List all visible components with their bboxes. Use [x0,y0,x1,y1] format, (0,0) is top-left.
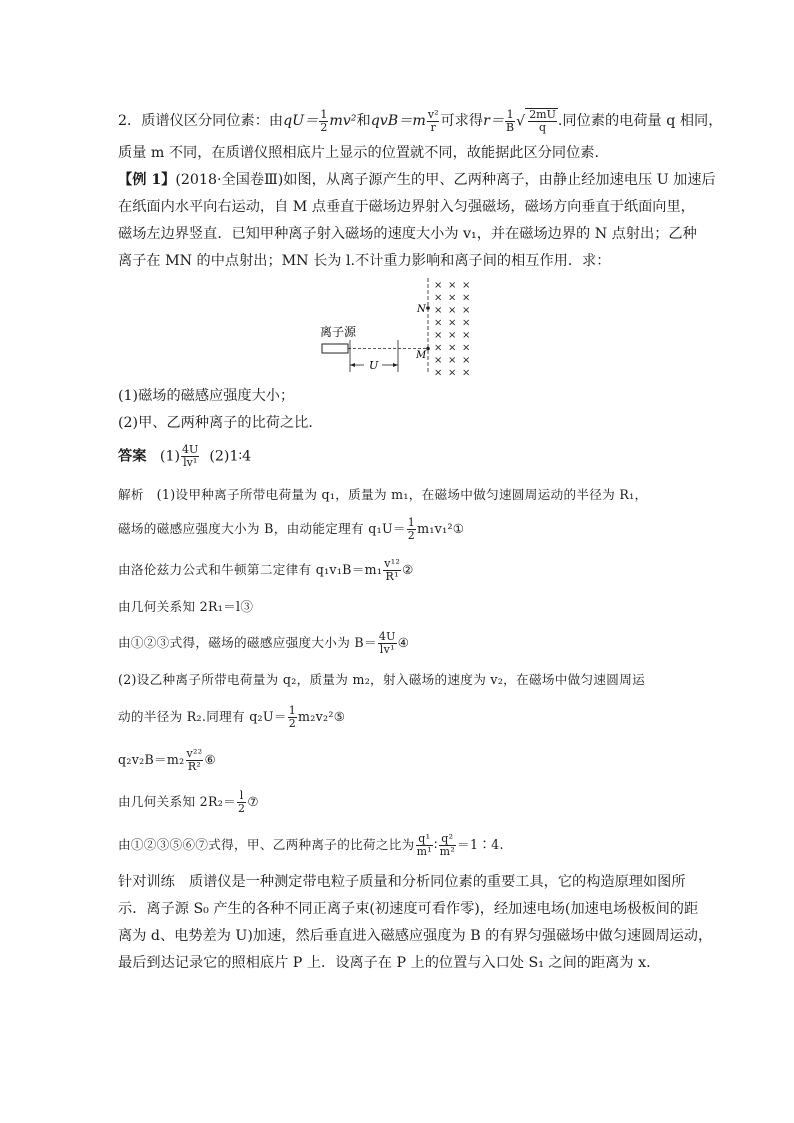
field-cross: × [434,317,443,329]
intro-line-1: 2．质谱仪区分同位素：由qU＝ $\frac{1}{2}$ mv²和qvB＝m $\frac{\text{v²}}{r}$ 可求得r＝ $\frac{1}{B}$ √ $\frac{2mU}{q}$ .同位素的电荷量 q 相同， [118,107,723,134]
ion-source-label: 离子源 [320,325,357,339]
field-cross: × [448,355,457,366]
field-cross: × [434,292,443,304]
example-line-2: 在纸面内水平向右运动，自 M 点垂直于磁场边界射入匀强磁场，磁场方向垂直于纸面向里， [118,199,695,215]
solution-line-6: (2)设乙种离子所带电荷量为 q₂，质量为 m₂，射入磁场的速度为 v₂，在磁场中做匀速圆周运 [118,672,645,687]
field-cross: × [434,280,443,291]
field-cross: × [448,367,457,376]
solution-line-2: 磁场的磁感应强度大小为 B，由动能定理有 q₁U＝ $\frac{1}{2}$ m₁v₁²① [118,516,465,542]
magnetic-field-marks [434,280,470,376]
field-cross: × [434,355,443,366]
example-line-1: 【例 1】(2018·全国卷Ⅲ)如图，从离子源产生的甲、乙两种离子，由静止经加速电压 U 加速后 [118,172,716,188]
field-cross: × [434,330,443,341]
field-cross: × [462,330,471,341]
intro-text: 2．质谱仪区分同位素：由 [118,113,284,129]
fraction-v2-r: $\frac{\text{v²}}{r}$ [427,107,439,134]
answer-line: 答案 (1) $\frac{4U}{\text{lv¹}}$ (2)1∶4 [118,443,252,469]
field-cross: × [448,330,457,341]
example-tag: 【例 1】 [118,172,176,188]
solution-line-10: 由①②③⑤⑥⑦式得，甲、乙两种离子的比荷之比为 $\frac{\text{q¹}}{\text{m¹}}$ ∶ $\frac{\text{q²}}{\text{m²}}$ ＝1∶4. [118,832,504,858]
u-arrowhead-left [350,363,355,367]
intro-line-2: 质量 m 不同，在质谱仪照相底片上显示的位置就不同，故能据此区分同位素． [118,145,609,161]
solution-line-3: 由洛伦兹力公式和牛顿第二定律有 q₁v₁B＝m₁ $\frac{\text{v¹²}}{\text{R¹}}$ ② [118,557,414,583]
sqrt-expression: √ $\frac{2mU}{q}$ [516,108,556,134]
m-label: M [416,350,427,361]
field-cross: × [462,317,471,329]
example-line-4: 离子在 MN 的中点射出；MN 长为 l.不计重力影响和离子间的相互作用．求： [118,253,611,269]
field-cross: × [462,355,471,366]
field-cross: × [434,305,443,316]
solution-line-5: 由①②③式得，磁场的磁感应强度大小为 B＝ $\frac{4U}{\text{lv¹}}$ ④ [118,630,410,656]
field-cross: × [434,342,443,354]
point-m [426,347,430,351]
field-cross: × [462,367,471,376]
question-2: (2)甲、乙两种离子的比荷之比． [118,415,323,431]
mass-spectrometer-diagram [316,276,486,376]
question-1: (1)磁场的磁感应强度大小； [118,388,295,404]
field-cross: × [448,292,457,304]
ion-source-box [322,344,348,353]
example-line-3: 磁场左边界竖直．已知甲种离子射入磁场的速度大小为 v₁，并在磁场边界的 N 点射出；乙种 [118,226,697,242]
u-arrowhead-right [393,363,398,367]
field-cross: × [462,280,471,291]
u-label: U [369,359,379,372]
point-n [426,306,430,310]
field-cross: × [448,317,457,329]
n-label: N [417,304,426,315]
formula-r: r＝ [483,113,505,129]
field-cross: × [462,342,471,354]
fraction-half: $\frac{1}{2}$ [320,107,328,134]
solution-line-1: 解析 (1)设甲种离子所带电荷量为 q₁，质量为 m₁，在磁场中做匀速圆周运动的半径为 R₁， [118,487,648,502]
formula-qU: qU＝ [283,113,319,129]
answer-label: 答案 [118,448,147,465]
field-cross: × [434,367,443,376]
solution-line-9: 由几何关系知 2R₂＝ $\frac{l}{2}$ ⑦ [118,789,259,815]
field-cross: × [448,342,457,354]
training-line-1: 针对训练 质谱仪是一种测定带电粒子质量和分析同位素的重要工具，它的构造原理如图所 [118,874,686,890]
fraction-1-B: $\frac{1}{B}$ [506,107,515,134]
formula-qvB: qvB＝m [370,113,426,129]
solution-line-4: 由几何关系知 2R₁＝l③ [118,599,254,614]
solution-line-7: 动的半径为 R₂.同理有 q₂U＝ $\frac{1}{2}$ m₂v₂²⑤ [118,704,346,730]
training-line-4: 最后到达记录它的照相底片 P 上．设离子在 P 上的位置与入口处 S₁ 之间的距离为 x. [118,955,651,971]
training-line-2: 示．离子源 S₀ 产生的各种不同正离子束(初速度可看作零)，经加速电场(加速电场极板间的距 [118,901,699,917]
answer-fraction: $\frac{4U}{\text{lv¹}}$ [182,443,199,469]
training-line-3: 离为 d、电势差为 U)加速，然后垂直进入磁感应强度为 B 的有界匀强磁场中做匀速圆周运动， [118,928,713,944]
field-cross: × [448,305,457,316]
field-cross: × [462,292,471,304]
field-cross: × [448,280,457,291]
field-cross: × [462,305,471,316]
solution-line-8: q₂v₂B＝m₂ $\frac{\text{v²²}}{\text{R²}}$ ⑥ [118,747,217,773]
